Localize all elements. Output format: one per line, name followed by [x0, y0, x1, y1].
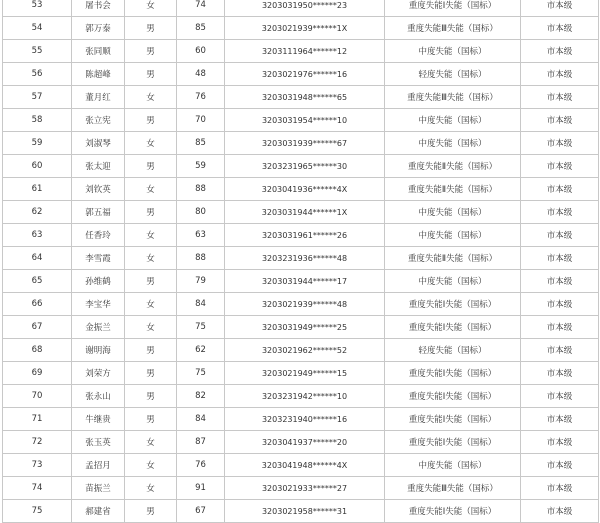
region-cell: 市本级 — [521, 201, 599, 224]
disability-level-cell: 中度失能（国标） — [385, 201, 521, 224]
id-number-cell: 3203231965******30 — [225, 155, 385, 178]
gender-cell: 男 — [125, 500, 177, 523]
age-cell: 82 — [177, 385, 225, 408]
disability-level-cell: 中度失能（国标） — [385, 132, 521, 155]
gender-cell: 女 — [125, 86, 177, 109]
person-name: 郭五福 — [72, 201, 125, 224]
age-cell: 70 — [177, 109, 225, 132]
row-number: 55 — [3, 40, 72, 63]
gender-cell: 男 — [125, 385, 177, 408]
person-name: 刘钦英 — [72, 178, 125, 201]
table-row — [3, 132, 599, 155]
region-cell: 市本级 — [521, 431, 599, 454]
row-number: 58 — [3, 109, 72, 132]
disability-level-cell: 中度失能（国标） — [385, 40, 521, 63]
table-row — [3, 247, 599, 270]
id-number-cell: 3203031944******17 — [225, 270, 385, 293]
table-row — [3, 0, 599, 17]
person-name: 张太迎 — [72, 155, 125, 178]
age-cell: 63 — [177, 224, 225, 247]
id-number-cell: 3203021958******31 — [225, 500, 385, 523]
id-number-cell: 3203031948******65 — [225, 86, 385, 109]
person-name: 刘淑琴 — [72, 132, 125, 155]
region-cell: 市本级 — [521, 17, 599, 40]
id-number-cell: 3203031949******25 — [225, 316, 385, 339]
disability-level-cell: 重度失能Ⅱ失能（国标） — [385, 247, 521, 270]
age-cell: 76 — [177, 454, 225, 477]
row-number: 62 — [3, 201, 72, 224]
table-row — [3, 477, 599, 500]
table-row — [3, 500, 599, 523]
table-row — [3, 385, 599, 408]
row-number: 73 — [3, 454, 72, 477]
disability-level-cell: 重度失能Ⅰ失能（国标） — [385, 362, 521, 385]
person-name: 张同顺 — [72, 40, 125, 63]
region-cell: 市本级 — [521, 477, 599, 500]
row-number: 70 — [3, 385, 72, 408]
gender-cell: 男 — [125, 270, 177, 293]
id-number-cell: 3203231940******16 — [225, 408, 385, 431]
row-number: 71 — [3, 408, 72, 431]
id-number-cell: 3203021939******48 — [225, 293, 385, 316]
age-cell: 48 — [177, 63, 225, 86]
disability-level-cell: 重度失能Ⅰ失能（国标） — [385, 408, 521, 431]
disability-level-cell: 中度失能（国标） — [385, 224, 521, 247]
gender-cell: 男 — [125, 63, 177, 86]
region-cell: 市本级 — [521, 247, 599, 270]
disability-assessment-table — [2, 0, 599, 523]
person-name: 孙维鹤 — [72, 270, 125, 293]
age-cell: 87 — [177, 431, 225, 454]
person-name: 孟招月 — [72, 454, 125, 477]
id-number-cell: 3203021976******16 — [225, 63, 385, 86]
person-name: 张立宪 — [72, 109, 125, 132]
person-name: 屠书会 — [72, 0, 125, 17]
id-number-cell: 3203041937******20 — [225, 431, 385, 454]
region-cell: 市本级 — [521, 339, 599, 362]
person-name: 牛继贵 — [72, 408, 125, 431]
id-number-cell: 3203231936******48 — [225, 247, 385, 270]
row-number: 53 — [3, 0, 72, 17]
age-cell: 91 — [177, 477, 225, 500]
disability-level-cell: 重度失能Ⅰ失能（国标） — [385, 500, 521, 523]
gender-cell: 男 — [125, 40, 177, 63]
row-number: 67 — [3, 316, 72, 339]
gender-cell: 男 — [125, 408, 177, 431]
disability-level-cell: 中度失能（国标） — [385, 109, 521, 132]
id-number-cell: 3203021949******15 — [225, 362, 385, 385]
table-row — [3, 86, 599, 109]
row-number: 61 — [3, 178, 72, 201]
id-number-cell: 3203231942******10 — [225, 385, 385, 408]
gender-cell: 女 — [125, 316, 177, 339]
table-row — [3, 40, 599, 63]
id-number-cell: 3203031939******67 — [225, 132, 385, 155]
row-number: 59 — [3, 132, 72, 155]
region-cell: 市本级 — [521, 0, 599, 17]
gender-cell: 女 — [125, 132, 177, 155]
age-cell: 80 — [177, 201, 225, 224]
row-number: 68 — [3, 339, 72, 362]
person-name: 苗振兰 — [72, 477, 125, 500]
person-name: 刘荣方 — [72, 362, 125, 385]
disability-level-cell: 重度失能Ⅰ失能（国标） — [385, 0, 521, 17]
id-number-cell: 3203031950******23 — [225, 0, 385, 17]
disability-level-cell: 重度失能Ⅲ失能（国标） — [385, 477, 521, 500]
gender-cell: 女 — [125, 0, 177, 17]
table-body — [3, 0, 599, 523]
table-row — [3, 17, 599, 40]
gender-cell: 女 — [125, 454, 177, 477]
age-cell: 84 — [177, 408, 225, 431]
age-cell: 79 — [177, 270, 225, 293]
gender-cell: 女 — [125, 178, 177, 201]
disability-level-cell: 重度失能Ⅲ失能（国标） — [385, 86, 521, 109]
region-cell: 市本级 — [521, 500, 599, 523]
table-row — [3, 109, 599, 132]
region-cell: 市本级 — [521, 86, 599, 109]
table-row — [3, 339, 599, 362]
region-cell: 市本级 — [521, 316, 599, 339]
row-number: 72 — [3, 431, 72, 454]
table-row — [3, 316, 599, 339]
row-number: 69 — [3, 362, 72, 385]
disability-level-cell: 轻度失能（国标） — [385, 63, 521, 86]
gender-cell: 女 — [125, 224, 177, 247]
age-cell: 60 — [177, 40, 225, 63]
table-row — [3, 431, 599, 454]
age-cell: 75 — [177, 316, 225, 339]
person-name: 任香玲 — [72, 224, 125, 247]
age-cell: 88 — [177, 178, 225, 201]
person-name: 张玉英 — [72, 431, 125, 454]
region-cell: 市本级 — [521, 270, 599, 293]
table-row — [3, 201, 599, 224]
disability-level-cell: 重度失能Ⅰ失能（国标） — [385, 431, 521, 454]
person-name: 董月红 — [72, 86, 125, 109]
row-number: 65 — [3, 270, 72, 293]
table-row — [3, 408, 599, 431]
disability-level-cell: 轻度失能（国标） — [385, 339, 521, 362]
id-number-cell: 3203031954******10 — [225, 109, 385, 132]
disability-level-cell: 重度失能Ⅱ失能（国标） — [385, 178, 521, 201]
region-cell: 市本级 — [521, 132, 599, 155]
id-number-cell: 3203021933******27 — [225, 477, 385, 500]
id-number-cell: 3203041948******4X — [225, 454, 385, 477]
disability-level-cell: 中度失能（国标） — [385, 454, 521, 477]
disability-level-cell: 中度失能（国标） — [385, 270, 521, 293]
row-number: 74 — [3, 477, 72, 500]
gender-cell: 女 — [125, 431, 177, 454]
disability-level-cell: 重度失能Ⅱ失能（国标） — [385, 155, 521, 178]
person-name: 李宝华 — [72, 293, 125, 316]
gender-cell: 男 — [125, 109, 177, 132]
gender-cell: 女 — [125, 247, 177, 270]
gender-cell: 男 — [125, 201, 177, 224]
table-row — [3, 178, 599, 201]
table-row — [3, 63, 599, 86]
row-number: 66 — [3, 293, 72, 316]
table-row — [3, 224, 599, 247]
region-cell: 市本级 — [521, 362, 599, 385]
gender-cell: 女 — [125, 477, 177, 500]
person-name: 郝建省 — [72, 500, 125, 523]
age-cell: 76 — [177, 86, 225, 109]
region-cell: 市本级 — [521, 155, 599, 178]
person-name: 郭万泰 — [72, 17, 125, 40]
age-cell: 75 — [177, 362, 225, 385]
disability-level-cell: 重度失能Ⅲ失能（国标） — [385, 17, 521, 40]
region-cell: 市本级 — [521, 385, 599, 408]
table-row — [3, 362, 599, 385]
person-name: 李雪霞 — [72, 247, 125, 270]
disability-level-cell: 重度失能Ⅰ失能（国标） — [385, 385, 521, 408]
table-row — [3, 155, 599, 178]
age-cell: 85 — [177, 132, 225, 155]
table-row — [3, 270, 599, 293]
row-number: 60 — [3, 155, 72, 178]
region-cell: 市本级 — [521, 408, 599, 431]
table-row — [3, 454, 599, 477]
id-number-cell: 3203031961******26 — [225, 224, 385, 247]
region-cell: 市本级 — [521, 63, 599, 86]
row-number: 64 — [3, 247, 72, 270]
age-cell: 62 — [177, 339, 225, 362]
gender-cell: 男 — [125, 155, 177, 178]
person-name: 陈超峰 — [72, 63, 125, 86]
region-cell: 市本级 — [521, 40, 599, 63]
id-number-cell: 3203021962******52 — [225, 339, 385, 362]
row-number: 56 — [3, 63, 72, 86]
gender-cell: 女 — [125, 293, 177, 316]
disability-level-cell: 重度失能Ⅰ失能（国标） — [385, 293, 521, 316]
gender-cell: 男 — [125, 17, 177, 40]
gender-cell: 男 — [125, 362, 177, 385]
row-number: 75 — [3, 500, 72, 523]
id-number-cell: 3203031944******1X — [225, 201, 385, 224]
age-cell: 59 — [177, 155, 225, 178]
age-cell: 85 — [177, 17, 225, 40]
id-number-cell: 3203111964******12 — [225, 40, 385, 63]
region-cell: 市本级 — [521, 178, 599, 201]
region-cell: 市本级 — [521, 109, 599, 132]
person-name: 金振兰 — [72, 316, 125, 339]
region-cell: 市本级 — [521, 293, 599, 316]
age-cell: 88 — [177, 247, 225, 270]
row-number: 63 — [3, 224, 72, 247]
age-cell: 67 — [177, 500, 225, 523]
row-number: 54 — [3, 17, 72, 40]
id-number-cell: 3203021939******1X — [225, 17, 385, 40]
gender-cell: 男 — [125, 339, 177, 362]
age-cell: 74 — [177, 0, 225, 17]
person-name: 张永山 — [72, 385, 125, 408]
region-cell: 市本级 — [521, 454, 599, 477]
region-cell: 市本级 — [521, 224, 599, 247]
age-cell: 84 — [177, 293, 225, 316]
disability-level-cell: 重度失能Ⅰ失能（国标） — [385, 316, 521, 339]
id-number-cell: 3203041936******4X — [225, 178, 385, 201]
person-name: 谢明海 — [72, 339, 125, 362]
table-row — [3, 293, 599, 316]
row-number: 57 — [3, 86, 72, 109]
